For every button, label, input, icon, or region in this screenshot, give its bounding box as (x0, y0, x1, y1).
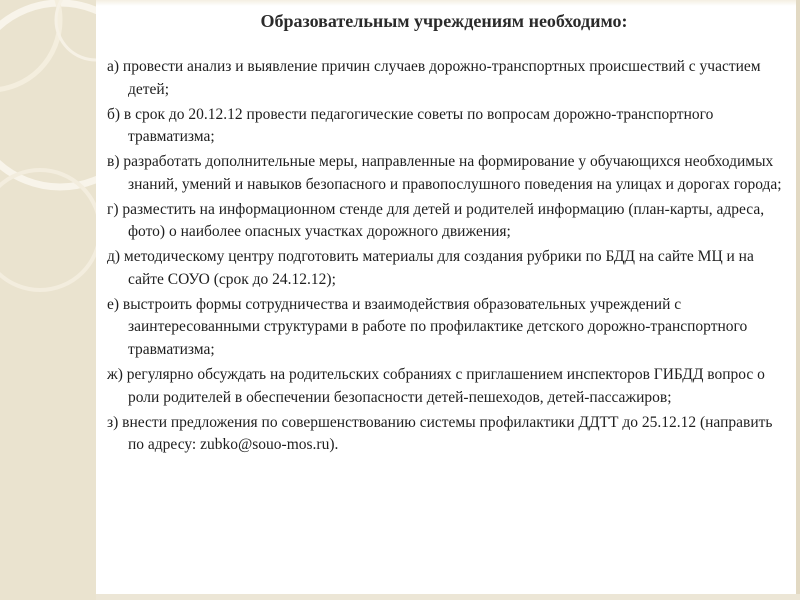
list-item-v: в) разработать дополнительные меры, направленные на формирование у обучающихся необходимых знаний, умений и навыков безопасного и правопослушного поведения на улицах и дорогах города; (107, 153, 782, 193)
bottom-border (96, 594, 800, 600)
list-item-g: г) разместить на информационном стенде для детей и родителей информацию (план-карты, адреса, фото) о наиболее опасных участках дорожного движения; (107, 200, 765, 241)
right-border (796, 0, 800, 600)
slide-title: Образовательным учреждениям необходимо: (260, 11, 628, 31)
list-item-b: б) в срок до 20.12.12 провести педагогические советы по вопросам дорожно-транспортного травматизма; (107, 105, 714, 146)
list-item-z: з) внести предложения по совершенствованию системы профилактики ДДТТ до 25.12.12 (направить по адресу: zubko@souo-mos.ru). (107, 413, 773, 454)
decorative-side-panel (0, 0, 96, 600)
list-item-a: а) провести анализ и выявление причин случаев дорожно-транспортных происшествий с участием детей; (107, 58, 761, 98)
top-border (96, 0, 800, 6)
list-item-e: е) выстроить формы сотрудничества и взаимодействия образовательных учреждений с заинтересованными структурами в работе по профилактике детского дорожно-транспортного травматизма; (107, 295, 748, 359)
list-item-zh: ж) регулярно обсуждать на родительских собраниях с приглашением инспекторов ГИБДД вопрос о роли родителей в обеспечении безопасности детей-пешеходов, детей-пассажиров; (107, 366, 765, 406)
requirements-list (107, 56, 787, 459)
decorative-rings-icon (0, 0, 96, 600)
list-item-d: д) методическому центру подготовить материалы для создания рубрики по БДД на сайте МЦ и на сайте СОУО (срок до 24.12.12); (107, 248, 754, 288)
